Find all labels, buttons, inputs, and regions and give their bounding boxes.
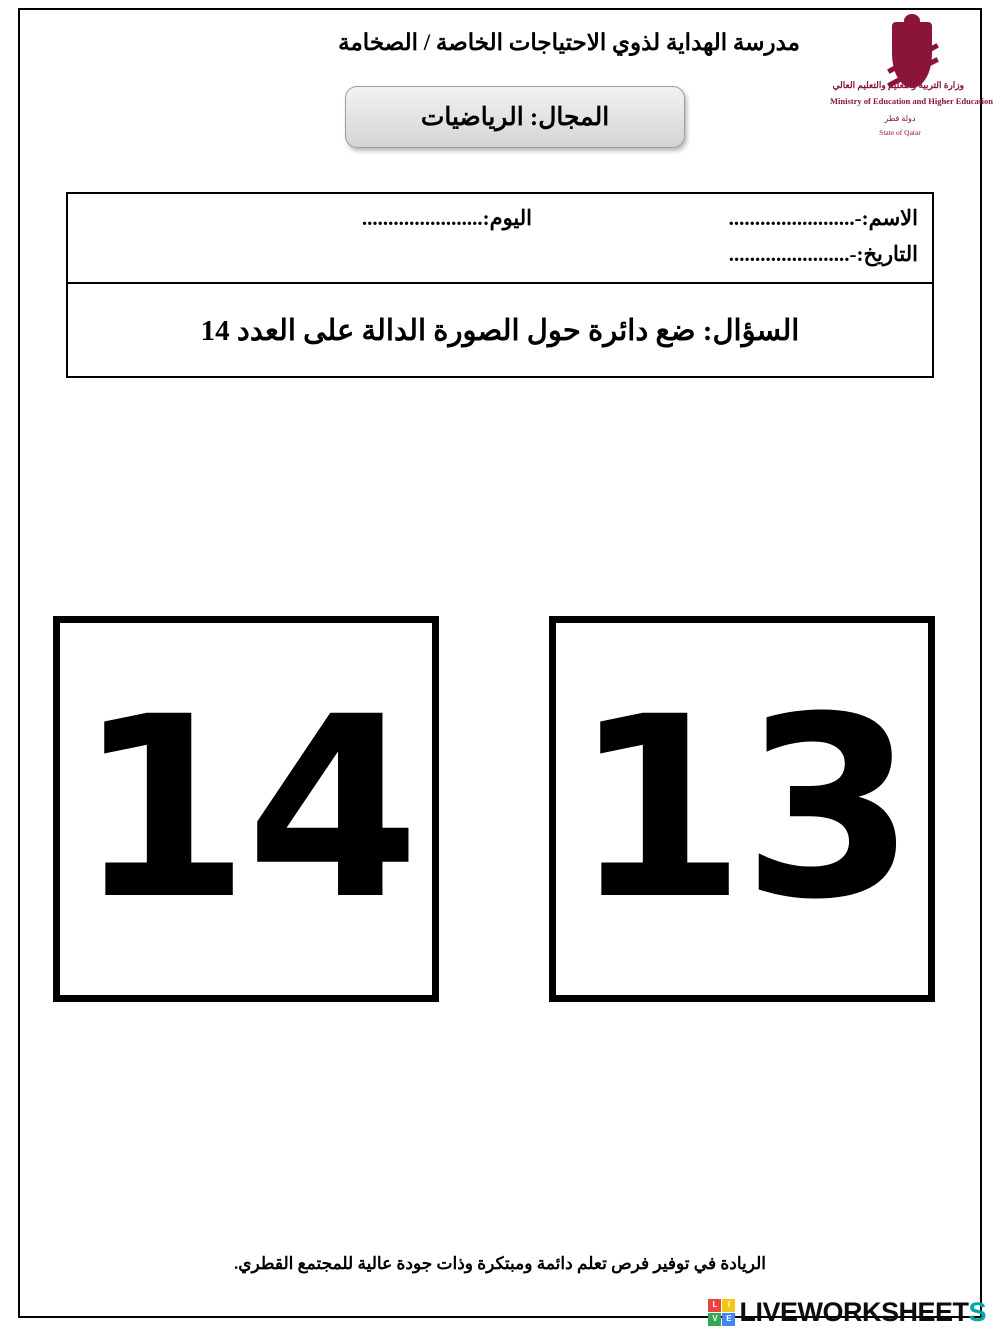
liveworksheets-watermark: [708, 1295, 986, 1329]
answer-card-13[interactable]: [549, 616, 935, 1002]
logo-state-english: State of Qatar: [879, 128, 921, 137]
liveworksheets-wordmark-tail: S: [968, 1296, 986, 1327]
liveworksheets-wordmark: [739, 1297, 986, 1328]
answer-card-value: 14: [76, 663, 416, 954]
question-box: [66, 284, 934, 378]
answer-options: [0, 616, 1000, 1016]
logo-letter-l: L: [708, 1299, 721, 1312]
liveworksheets-wordmark-main: LIVEWORKSHEET: [739, 1296, 969, 1327]
school-title: مدرسة الهداية لذوي الاحتياجات الخاصة / الصخامة: [338, 30, 800, 55]
name-field-label[interactable]: الاسم:-........................: [728, 206, 918, 230]
logo-state-arabic: دولة قطر: [884, 114, 916, 123]
logo-letter-i: I: [722, 1299, 735, 1312]
subject-badge: [345, 86, 685, 148]
subject-badge-label: المجال: الرياضيات: [420, 104, 610, 131]
day-field-label[interactable]: اليوم:.......................: [361, 206, 532, 230]
logo-letter-e: E: [722, 1313, 735, 1326]
logo-letter-v: V: [708, 1313, 721, 1326]
question-text: السؤال: ضع دائرة حول الصورة الدالة على العدد 14: [200, 314, 800, 347]
logo-ministry-english: Ministry of Education and Higher Education: [830, 96, 994, 106]
answer-card-14[interactable]: [53, 616, 439, 1002]
ministry-logo: [830, 22, 994, 157]
date-field-label[interactable]: التاريخ:-.......................: [728, 242, 918, 266]
school-motto: الريادة في توفير فرص تعلم دائمة ومبتكرة وذات جودة عالية للمجتمع القطري.: [233, 1254, 767, 1273]
student-info-box: [66, 192, 934, 284]
liveworksheets-logo-icon: [708, 1299, 735, 1326]
logo-ministry-arabic: وزارة التربية والتعليم والتعليم العالي: [832, 80, 964, 90]
answer-card-value: 13: [572, 663, 912, 954]
